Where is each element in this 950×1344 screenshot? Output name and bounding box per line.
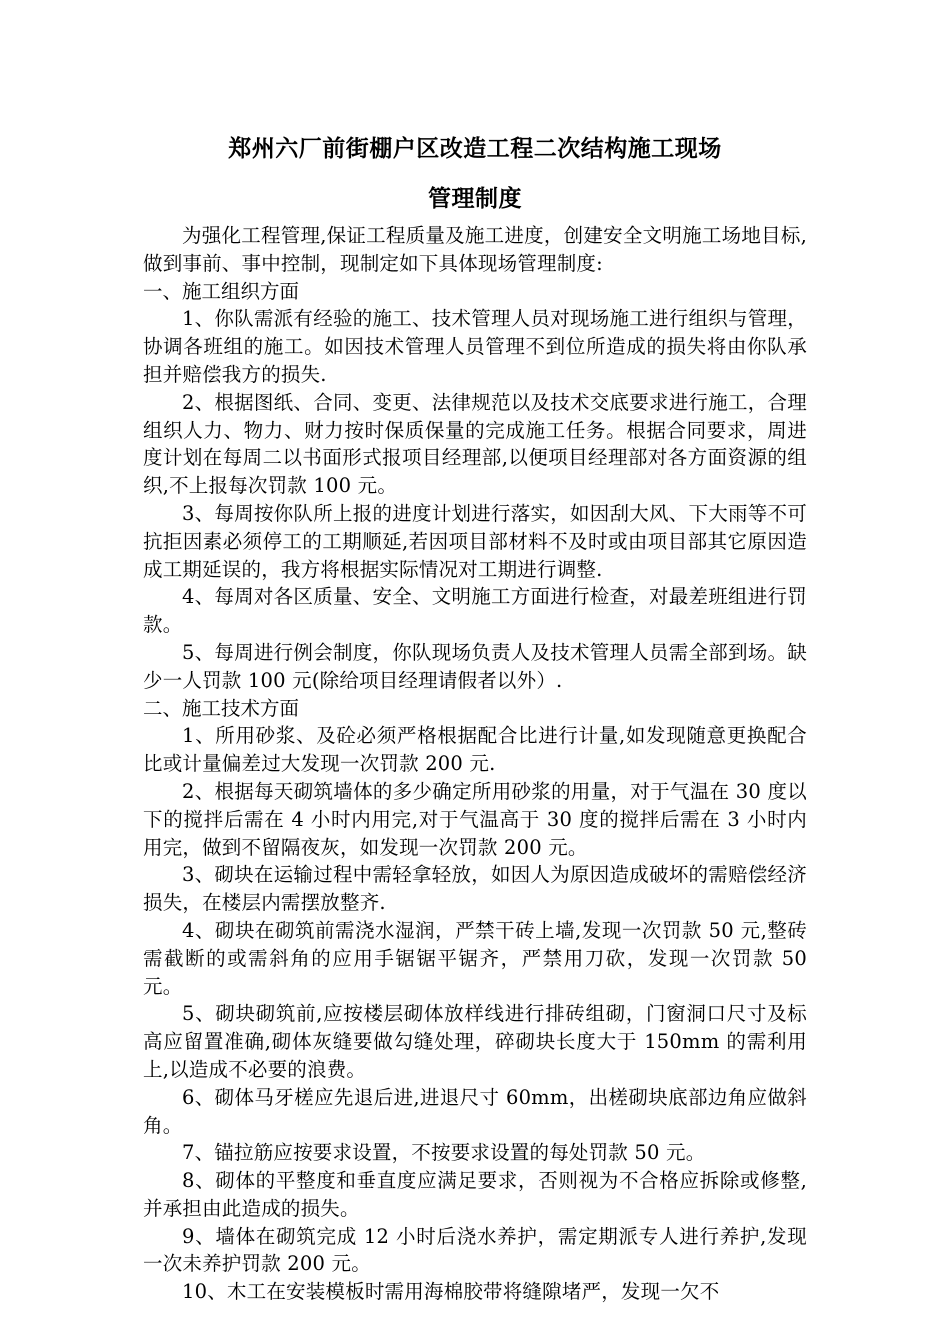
section1-item-4: 4、每周对各区质量、安全、文明施工方面进行检查，对最差班组进行罚款。 bbox=[143, 585, 807, 637]
section2-item-7: 7、锚拉筋应按要求设置，不按要求设置的每处罚款 50 元。 bbox=[182, 1141, 706, 1165]
section1-item-3: 3、每周按你队所上报的进度计划进行落实，如因刮大风、下大雨等不可抗拒因素必须停工的工期顺延,若因项目部材料不及时或由项目部其它原因造成工期延误的，我方将根据实际情况对工期进行调整. bbox=[143, 501, 807, 581]
section2-item-6: 6、砌体马牙槎应先退后进,进退尺寸 60mm，出槎砌块底部边角应做斜角。 bbox=[143, 1085, 807, 1137]
intro-paragraph: 为强化工程管理,保证工程质量及施工进度，创建安全文明施工场地目标,做到事前、事中控制，现制定如下具体现场管理制度: bbox=[143, 224, 807, 275]
document-title-line1: 郑州六厂前街棚户区改造工程二次结构施工现场 bbox=[228, 135, 722, 162]
section2-heading: 二、施工技术方面 bbox=[143, 696, 300, 720]
section1-heading: 一、施工组织方面 bbox=[143, 279, 300, 303]
document-title-line2: 管理制度 bbox=[428, 185, 522, 212]
section2-item-9: 9、墙体在砌筑完成 12 小时后浇水养护，需定期派专人进行养护,发现一次未养护罚款 200 元。 bbox=[143, 1224, 807, 1276]
section1-item-1: 1、你队需派有经验的施工、技术管理人员对现场施工进行组织与管理，协调各班组的施工。如因技术管理人员管理不到位所造成的损失将由你队承担并赔偿我方的损失. bbox=[143, 307, 807, 386]
section2-item-4: 4、砌块在砌筑前需浇水湿润，严禁干砖上墙,发现一次罚款 50 元,整砖需截断的或需斜角的应用手锯锯平锯齐，严禁用刀砍，发现一次罚款 50 元。 bbox=[143, 918, 807, 998]
section2-item-2: 2、根据每天砌筑墙体的多少确定所用砂浆的用量，对于气温在 30 度以下的搅拌后需在 4 小时内用完,对于气温高于 30 度的搅拌后需在 3 小时内用完，做到不留隔夜灰，如发现一次罚款 200 元。 bbox=[143, 779, 807, 859]
section2-item-8: 8、砌体的平整度和垂直度应满足要求，否则视为不合格应拆除或修整,并承担由此造成的损失。 bbox=[143, 1169, 807, 1220]
section2-item-10: 10、木工在安装模板时需用海棉胶带将缝隙堵严，发现一欠不 bbox=[182, 1280, 720, 1304]
section2-item-1: 1、所用砂浆、及砼必须严格根据配合比进行计量,如发现随意更换配合比或计量偏差过大发现一次罚款 200 元. bbox=[143, 724, 807, 776]
section1-item-5: 5、每周进行例会制度，你队现场负责人及技术管理人员需全部到场。缺少一人罚款 100 元(除给项目经理请假者以外）. bbox=[143, 640, 807, 692]
section2-item-5: 5、砌块砌筑前,应按楼层砌体放样线进行排砖组砌，门窗洞口尺寸及标高应留置准确,砌体灰缝要做勾缝处理，碎砌块长度大于 150mm 的需利用上,以造成不必要的浪费。 bbox=[143, 1002, 807, 1081]
section2-item-3: 3、砌块在运输过程中需轻拿轻放，如因人为原因造成破坏的需赔偿经济损失，在楼层内需摆放整齐. bbox=[143, 863, 807, 915]
section1-item-2: 2、根据图纸、合同、变更、法律规范以及技术交底要求进行施工，合理组织人力、物力、财力按时保质保量的完成施工任务。根据合同要求，周进度计划在每周二以书面形式报项目经理部,以便项目经理部对各方面资源的组织,不上报每次罚款 100 元。 bbox=[143, 390, 807, 498]
document-page bbox=[143, 128, 807, 1306]
